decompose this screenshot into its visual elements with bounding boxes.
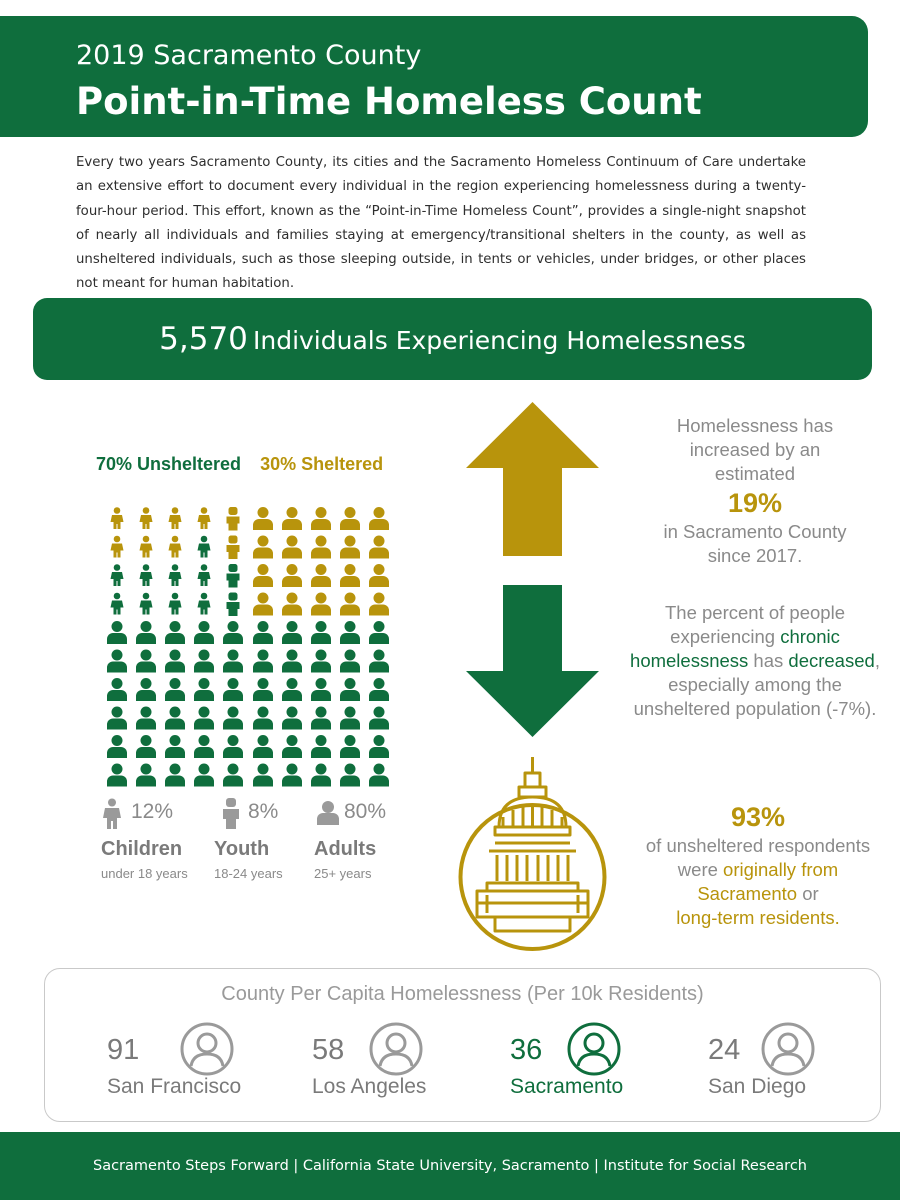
child-figure bbox=[136, 650, 156, 673]
child-figure bbox=[107, 707, 127, 730]
youth-figure bbox=[223, 764, 243, 787]
adult-figure bbox=[311, 564, 331, 587]
adult-figure bbox=[311, 735, 331, 758]
youth-percent: 8% bbox=[248, 800, 279, 823]
child-figure bbox=[136, 735, 156, 758]
child-figure bbox=[169, 564, 182, 586]
adult-figure bbox=[340, 707, 360, 730]
child-figure bbox=[169, 536, 182, 558]
adult-figure bbox=[282, 764, 302, 787]
adults-label: Adults bbox=[314, 838, 377, 860]
county-value: 58 bbox=[312, 1034, 345, 1066]
report-pretitle: 2019 Sacramento County bbox=[76, 40, 422, 71]
adult-figure bbox=[369, 593, 389, 616]
adult-figure bbox=[253, 735, 273, 758]
child-figure bbox=[165, 764, 185, 787]
adult-figure bbox=[253, 764, 273, 787]
county-value: 91 bbox=[107, 1034, 140, 1066]
adult-figure bbox=[369, 564, 389, 587]
increase-line-3: estimated bbox=[714, 463, 796, 484]
youth-label: Youth bbox=[214, 838, 270, 860]
youth-figure bbox=[227, 593, 240, 617]
child-figure bbox=[194, 650, 214, 673]
origin-line-1: of unsheltered respondents bbox=[645, 835, 871, 856]
adults-sublabel: 25+ years bbox=[314, 866, 372, 881]
adult-figure bbox=[311, 536, 331, 559]
increase-arrow-icon bbox=[466, 402, 599, 556]
adult-figure bbox=[282, 593, 302, 616]
origin-statement bbox=[628, 800, 888, 930]
increase-statement bbox=[625, 414, 885, 568]
child-figure bbox=[107, 650, 127, 673]
child-icon bbox=[101, 798, 123, 830]
adult-figure bbox=[369, 678, 389, 701]
adult-figure bbox=[340, 678, 360, 701]
child-figure bbox=[136, 707, 156, 730]
adult-figure bbox=[340, 536, 360, 559]
report-title: Point-in-Time Homeless Count bbox=[76, 80, 702, 123]
origin-value: 93% bbox=[730, 802, 786, 832]
unsheltered-label: 70% Unsheltered bbox=[96, 454, 242, 474]
adult-figure bbox=[369, 621, 389, 644]
decrease-line-3 bbox=[610, 649, 900, 673]
adult-figure bbox=[311, 678, 331, 701]
sheltered-label: 30% Sheltered bbox=[260, 454, 384, 474]
adult-figure bbox=[282, 564, 302, 587]
youth-figure bbox=[223, 707, 243, 730]
youth-figure bbox=[227, 536, 240, 560]
capitol-building-icon bbox=[455, 755, 610, 955]
youth-figure bbox=[227, 507, 240, 531]
adult-figure bbox=[253, 650, 273, 673]
decrease-line-3-comma: , bbox=[874, 650, 880, 671]
adult-figure bbox=[311, 507, 331, 530]
per-capita-title: County Per Capita Homelessness (Per 10k Residents) bbox=[221, 983, 704, 1005]
child-figure bbox=[140, 593, 153, 615]
decreased-highlight: decreased bbox=[788, 650, 875, 671]
adult-figure bbox=[311, 764, 331, 787]
child-figure bbox=[194, 678, 214, 701]
decrease-line-3-text: has bbox=[748, 650, 789, 671]
adult-figure bbox=[282, 735, 302, 758]
child-figure bbox=[107, 678, 127, 701]
child-figure bbox=[194, 764, 214, 787]
origin-line-2 bbox=[628, 858, 888, 882]
decrease-statement bbox=[610, 601, 900, 721]
county-name: San Diego bbox=[708, 1075, 807, 1098]
decrease-line-5: unsheltered population (-7%). bbox=[633, 698, 877, 719]
child-figure bbox=[165, 650, 185, 673]
adult-figure bbox=[282, 707, 302, 730]
total-count-label: Individuals Experiencing Homelessness bbox=[252, 326, 746, 355]
county-value: 24 bbox=[708, 1034, 741, 1066]
youth-figure bbox=[223, 621, 243, 644]
child-figure bbox=[165, 707, 185, 730]
adult-figure bbox=[340, 507, 360, 530]
child-figure bbox=[165, 735, 185, 758]
intro-paragraph: Every two years Sacramento County, its cities and the Sacramento Homeless Continuum of Care undertake an extensive effort to document every individual in the region experiencing homelessness during a twenty-four-hour period. This effort, known as the “Point-in-Time Homeless Count”, provides a single-night snapshot of nearly all individuals and families staying at emergency/transitional shelters in the county, as well as unsheltered individuals, such as those sleeping outside, in tents or vehicles, under bridges, or other places not meant for human habitation. bbox=[76, 155, 806, 292]
adult-figure bbox=[311, 707, 331, 730]
adult-figure bbox=[253, 593, 273, 616]
increase-line-4: in Sacramento County bbox=[663, 521, 847, 542]
adult-figure bbox=[282, 678, 302, 701]
children-sublabel: under 18 years bbox=[101, 866, 188, 881]
adults-percent: 80% bbox=[344, 800, 387, 823]
child-figure bbox=[194, 707, 214, 730]
adult-figure bbox=[369, 707, 389, 730]
county-los-angeles bbox=[312, 1019, 462, 1109]
adult-figure bbox=[282, 621, 302, 644]
chronic-highlight: chronic bbox=[780, 626, 840, 647]
origin-line-3-text: or bbox=[797, 883, 819, 904]
person-circle-icon bbox=[179, 1021, 235, 1077]
child-figure bbox=[169, 593, 182, 615]
person-circle-icon bbox=[566, 1021, 622, 1077]
adult-figure bbox=[282, 650, 302, 673]
footer-credits: Sacramento Steps Forward | California State University, Sacramento | Institute for Social Research bbox=[0, 1132, 900, 1200]
origin-line-4: long-term residents. bbox=[676, 907, 840, 928]
origin-line-2-text: were bbox=[677, 859, 724, 880]
child-figure bbox=[140, 564, 153, 586]
child-figure bbox=[107, 735, 127, 758]
child-figure bbox=[140, 507, 153, 529]
county-san-diego bbox=[708, 1019, 848, 1109]
child-figure bbox=[111, 507, 124, 529]
child-figure bbox=[107, 764, 127, 787]
child-figure bbox=[169, 507, 182, 529]
adult-figure bbox=[340, 735, 360, 758]
adult-figure bbox=[253, 536, 273, 559]
youth-figure bbox=[223, 650, 243, 673]
child-figure bbox=[194, 621, 214, 644]
child-figure bbox=[136, 764, 156, 787]
youth-figure bbox=[223, 735, 243, 758]
population-pictograph bbox=[100, 505, 400, 790]
adult-figure bbox=[340, 764, 360, 787]
increase-line-5: since 2017. bbox=[707, 545, 803, 566]
origin-line-3 bbox=[628, 882, 888, 906]
adult-figure bbox=[340, 593, 360, 616]
adult-figure bbox=[282, 536, 302, 559]
child-figure bbox=[140, 536, 153, 558]
child-figure bbox=[198, 507, 211, 529]
youth-figure bbox=[227, 564, 240, 588]
person-circle-icon bbox=[368, 1021, 424, 1077]
adult-figure bbox=[311, 621, 331, 644]
title-banner bbox=[0, 16, 868, 137]
child-figure bbox=[136, 678, 156, 701]
decrease-line-1: The percent of people bbox=[665, 602, 845, 623]
adult-figure bbox=[340, 650, 360, 673]
adult-figure bbox=[253, 678, 273, 701]
youth-sublabel: 18-24 years bbox=[214, 866, 283, 881]
children-label: Children bbox=[101, 838, 183, 860]
adult-figure bbox=[253, 564, 273, 587]
youth-figure bbox=[223, 678, 243, 701]
child-figure bbox=[165, 678, 185, 701]
adult-icon bbox=[316, 801, 340, 827]
county-name: Sacramento bbox=[510, 1075, 624, 1098]
shelter-split-legend bbox=[96, 454, 383, 475]
child-figure bbox=[198, 536, 211, 558]
child-figure bbox=[111, 593, 124, 615]
adult-figure bbox=[311, 650, 331, 673]
per-capita-panel bbox=[44, 968, 881, 1122]
child-figure bbox=[111, 564, 124, 586]
child-figure bbox=[165, 621, 185, 644]
county-sacramento bbox=[510, 1019, 660, 1109]
child-figure bbox=[107, 621, 127, 644]
child-figure bbox=[194, 735, 214, 758]
total-count-value: 5,570 bbox=[159, 321, 248, 357]
county-value: 36 bbox=[510, 1034, 543, 1066]
homelessness-highlight: homelessness bbox=[630, 650, 749, 671]
increase-value: 19% bbox=[727, 488, 783, 518]
decrease-arrow-icon bbox=[466, 585, 599, 737]
adult-figure bbox=[253, 507, 273, 530]
decrease-line-2 bbox=[610, 625, 900, 649]
adult-figure bbox=[311, 593, 331, 616]
adult-figure bbox=[369, 735, 389, 758]
county-san-francisco bbox=[107, 1019, 277, 1109]
children-percent: 12% bbox=[131, 800, 174, 823]
sacramento-highlight: Sacramento bbox=[697, 883, 798, 904]
adult-figure bbox=[369, 536, 389, 559]
adult-figure bbox=[253, 707, 273, 730]
adult-figure bbox=[282, 507, 302, 530]
adult-figure bbox=[369, 650, 389, 673]
increase-line-2: increased by an bbox=[689, 439, 821, 460]
youth-icon bbox=[220, 798, 242, 830]
adult-figure bbox=[369, 507, 389, 530]
county-name: Los Angeles bbox=[312, 1075, 427, 1098]
adult-figure bbox=[340, 621, 360, 644]
adult-figure bbox=[369, 764, 389, 787]
adult-figure bbox=[253, 621, 273, 644]
child-figure bbox=[198, 564, 211, 586]
child-figure bbox=[198, 593, 211, 615]
decrease-line-2-text: experiencing bbox=[670, 626, 781, 647]
decrease-line-4: especially among the bbox=[668, 674, 842, 695]
county-name: San Francisco bbox=[107, 1075, 242, 1098]
originally-from-highlight: originally from bbox=[723, 859, 839, 880]
adult-figure bbox=[340, 564, 360, 587]
child-figure bbox=[111, 536, 124, 558]
total-count-banner bbox=[33, 298, 872, 380]
person-circle-icon bbox=[760, 1021, 816, 1077]
child-figure bbox=[136, 621, 156, 644]
increase-line-1: Homelessness has bbox=[676, 415, 834, 436]
